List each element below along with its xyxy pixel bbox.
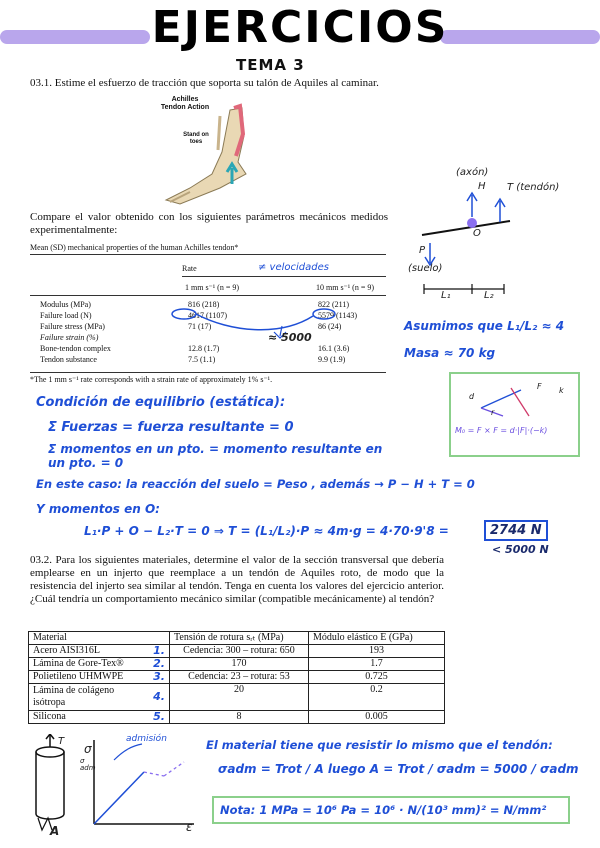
h-label: H	[478, 181, 486, 192]
material-resistance-note: El material tiene que resistir lo mismo que el tendón:	[206, 738, 553, 752]
material-cell	[29, 658, 170, 671]
header-material: Material	[29, 632, 170, 645]
header-tension: Tensión de rotura sᵣₜ (MPa)	[170, 632, 309, 645]
material-cell	[29, 684, 170, 711]
cell: 822 (211)	[318, 300, 350, 309]
modulo-cell: 0.725	[309, 671, 445, 684]
material-name: Acero AISI316L	[33, 645, 100, 656]
row-label: Failure load (N)	[40, 311, 92, 320]
cylinder-sketch	[28, 734, 82, 834]
material-name: Polietileno UHMWPE	[33, 671, 124, 682]
table-row	[29, 671, 445, 684]
table-row	[29, 684, 445, 711]
t-label: T	[58, 736, 65, 747]
mechanical-table-rule-bottom	[30, 372, 386, 373]
row-label: Bone-tendon complex	[40, 344, 111, 353]
cell: 16.1 (3.6)	[318, 344, 350, 353]
foot-bones-illustration	[160, 96, 280, 208]
caso-equation: En este caso: la reacción del suelo = Peso , además → P − H + T = 0	[36, 477, 475, 491]
modulo-cell: 0.005	[309, 711, 445, 724]
result-box: 2744 N	[484, 520, 548, 541]
modulo-cell: 193	[309, 645, 445, 658]
torque-equation: L₁·P + O − L₂·T = 0 ⇒ T = (L₁/L₂)·P ≈ 4m·g = 4·70·9'8 =	[84, 524, 449, 538]
box-r-label: r	[491, 408, 495, 417]
row-label: Tendon substance	[40, 355, 97, 364]
material-name: Lámina de colágeno isótropa	[33, 685, 115, 708]
cell: 9.9 (1.9)	[318, 355, 346, 364]
exercise-31-statement: 03.1. Estime el esfuerzo de tracción que soporta su talón de Aquiles al caminar.	[30, 77, 379, 89]
exercise-32-statement: 03.2. Para los siguientes materiales, determine el valor de la sección transversal que debería emplearse en un injerto que reemplace a un tendón de Aquiles roto, de modo que la resistencia del injerto sea similar al tendón. Tenga en cuenta los valores del ejercicio anterior. ¿Cuál tendría un comportamiento mecánico similar (compatible mecánicamente) al tendón?	[30, 554, 444, 605]
unit-note: Nota: 1 MPa = 10⁶ Pa = 10⁶ · N/(10³ mm)² = N/mm²	[212, 796, 570, 824]
table-row	[29, 658, 445, 671]
momentos-equation: Σ momentos en un pto. = momento resultante en un pto. = 0	[48, 442, 383, 470]
tension-cell: 20	[170, 684, 309, 711]
moment-box	[449, 372, 580, 457]
material-cell	[29, 671, 170, 684]
modulo-cell: 1.7	[309, 658, 445, 671]
table-header-row	[29, 632, 445, 645]
material-number: 1.	[153, 644, 165, 657]
l2-label: L₂	[484, 290, 494, 301]
cell: 12.8 (1.7)	[188, 344, 220, 353]
p-label: P	[419, 245, 426, 256]
material-number: 4.	[153, 690, 165, 703]
title-banner-left	[0, 30, 150, 44]
cell: 5579 (1143)	[318, 311, 358, 320]
mechanical-table-caption: Mean (SD) mechanical properties of the human Achilles tendon*	[30, 243, 239, 252]
l1-label: L₁	[441, 290, 451, 301]
tension-cell: 170	[170, 658, 309, 671]
materials-table	[28, 631, 445, 724]
row-label: Failure stress (MPa)	[40, 322, 105, 331]
stress-strain-plot	[84, 740, 200, 832]
cell: 7.5 (1.1)	[188, 355, 216, 364]
masa-note: Masa ≈ 70 kg	[404, 346, 496, 360]
material-number: 3.	[153, 670, 165, 683]
col2-header: 10 mm s⁻¹ (n = 9)	[316, 283, 375, 292]
rate-header: Rate	[182, 264, 197, 273]
axon-label: (axón)	[456, 167, 489, 178]
approx-5000-note: ≈ 5000	[268, 331, 312, 344]
a-label: A	[50, 824, 60, 838]
header-modulo: Módulo elástico E (GPa)	[309, 632, 445, 645]
tension-cell: Cedencia: 23 – rotura: 53	[170, 671, 309, 684]
cell: 71 (17)	[188, 322, 212, 331]
box-k-label: k	[559, 386, 564, 395]
figure-caption: Stand on toes	[183, 132, 209, 145]
box-f-label: F	[537, 382, 542, 391]
mechanical-table-rule-top	[30, 254, 386, 255]
row-label: Modulus (MPa)	[40, 300, 91, 309]
material-cell	[29, 711, 170, 724]
page-subtitle: TEMA 3	[236, 56, 305, 74]
material-number: 2.	[153, 657, 165, 670]
material-name: Lámina de Gore-Tex®	[33, 658, 124, 669]
modulo-cell: 0.2	[309, 684, 445, 711]
momentos-o-heading: Y momentos en O:	[36, 502, 160, 516]
less-than-note: < 5000 N	[492, 543, 549, 556]
epsilon-label: ε	[186, 820, 193, 834]
material-name: Silicona	[33, 711, 66, 722]
col1-header: 1 mm s⁻¹ (n = 9)	[185, 283, 240, 292]
table-row	[29, 711, 445, 724]
table-annotations	[170, 262, 410, 342]
velocidades-note: ≠ velocidades	[258, 262, 329, 273]
cell: 4617 (1107)	[188, 311, 228, 320]
material-cell	[29, 645, 170, 658]
equilibrio-heading: Condición de equilibrio (estática):	[36, 395, 286, 410]
sigma-adm-label: σ adm	[80, 757, 96, 772]
table-row	[29, 645, 445, 658]
title-banner-right	[440, 30, 600, 44]
material-number: 5.	[153, 710, 165, 723]
asumimos-note: Asumimos que L₁/L₂ ≈ 4	[404, 319, 565, 333]
tension-cell: Cedencia: 300 – rotura: 650	[170, 645, 309, 658]
sigma-label: σ	[84, 742, 92, 756]
achilles-figure	[160, 96, 280, 208]
admision-label: admisión	[126, 734, 167, 744]
moment-formula: M₀ = F × F = d·|F|·(−k)	[455, 426, 548, 435]
fuerzas-equation: Σ Fuerzas = fuerza resultante = 0	[48, 420, 294, 435]
area-formula: σadm = Trot / A luego A = Trot / σadm = 5000 / σadm	[218, 762, 579, 776]
table-footnote: *The 1 mm s⁻¹ rate corresponds with a strain rate of approximately 1% s⁻¹.	[30, 375, 273, 384]
table-row	[36, 343, 361, 354]
tension-cell: 8	[170, 711, 309, 724]
box-d-label: d	[469, 392, 475, 401]
compare-text: Compare el valor obtenido con los siguientes parámetros mecánicos medidos experimentalmente:	[30, 211, 388, 236]
o-label: O	[473, 228, 481, 239]
figure-title: Achilles Tendon Action	[160, 96, 210, 111]
cell: 86 (24)	[318, 322, 342, 331]
lever-diagram	[400, 165, 600, 315]
page-title: EJERCICIOS	[151, 2, 449, 53]
row-label: Failure strain (%)	[40, 333, 99, 342]
tendon-label: T (tendón)	[507, 182, 560, 193]
table-row	[36, 354, 361, 365]
suelo-label: (suelo)	[408, 263, 443, 274]
cell: 816 (218)	[188, 300, 220, 309]
